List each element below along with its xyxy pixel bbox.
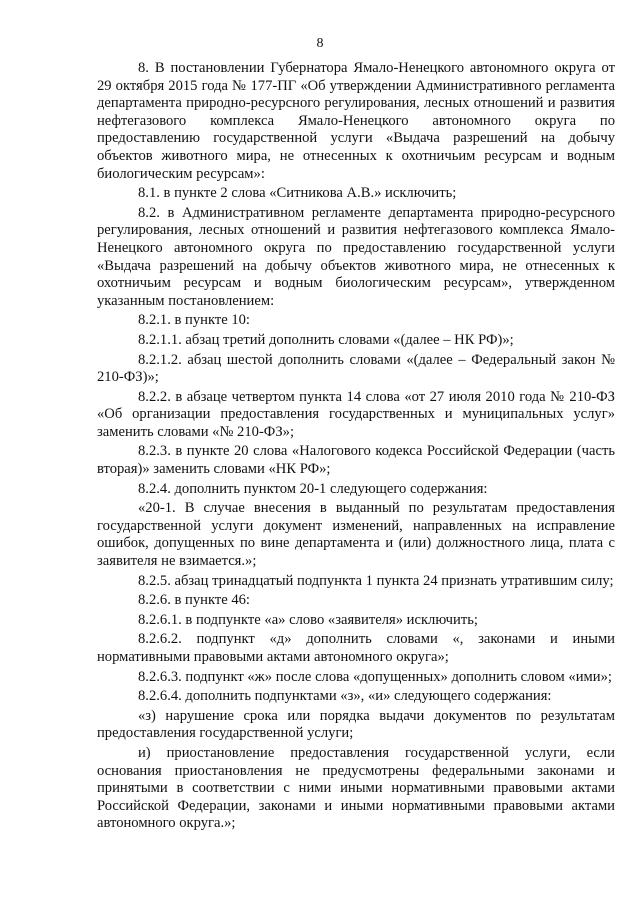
paragraph-8-2: 8.2. в Административном регламенте департамента природно-ресурсного регулирования, лесных отношений и развития нефтегазового комплекса Ямало-Ненецкого автономного округа по предоставлению государственной услуги «Выдача разрешений на добычу объектов животного мира, не отнесенных к охотничьим ресурсам и водным биологическим ресурсам», утвержденном указанным постановлением: <box>97 204 615 309</box>
paragraph-8-2-6-1: 8.2.6.1. в подпункте «а» слово «заявителя» исключить; <box>138 611 478 628</box>
paragraph-8-2-1: 8.2.1. в пункте 10: <box>138 312 250 329</box>
paragraph-8-2-6-2: 8.2.6.2. подпункт «д» дополнить словами «, законами и иными нормативными правовыми актами автономного округа»; <box>97 631 615 665</box>
paragraph-20-1: «20-1. В случае внесения в выданный по результатам предоставления государственной услуги документ изменений, направленных на исправление ошибок, допущенных по вине департамента и (или) должностного лица, плата с заявителя не взимается.»; <box>97 500 615 570</box>
paragraph-subitem-i: и) приостановление предоставления государственной услуги, если основания приостановления не предусмотрены федеральными законами и принятыми в соответствии с ними иными нормативными правовыми актами Российской Федерации, законами и иными нормативными правовыми актами автономного округа.»; <box>97 744 615 832</box>
paragraph-8: 8. В постановлении Губернатора Ямало-Ненецкого автономного округа от 29 октября 2015 года № 177-ПГ «Об утверждении Административного регламента департамента природно-ресурсного регулирования, лесных отношений и развития нефтегазового комплекса Ямало-Ненецкого автономного округа по предоставлению государственной услуги «Выдача разрешений на добычу объектов животного мира, не отнесенных к охотничьим ресурсам и водным биологическим ресурсам»: <box>97 60 615 182</box>
paragraph-8-2-6: 8.2.6. в пункте 46: <box>138 592 250 609</box>
paragraph-8-2-4: 8.2.4. дополнить пунктом 20-1 следующего содержания: <box>138 480 488 497</box>
paragraph-8-2-1-1: 8.2.1.1. абзац третий дополнить словами «(далее – НК РФ)»; <box>138 331 514 348</box>
page-number: 8 <box>316 36 324 51</box>
paragraph-8-1: 8.1. в пункте 2 слова «Ситникова А.В.» исключить; <box>138 185 457 202</box>
paragraph-8-2-2: 8.2.2. в абзаце четвертом пункта 14 слова «от 27 июля 2010 года № 210-ФЗ «Об организации предоставления государственных и муниципальных услуг» заменить словами «№ 210-ФЗ»; <box>97 388 615 440</box>
paragraph-8-2-5: 8.2.5. абзац тринадцатый подпункта 1 пункта 24 признать утратившим силу; <box>138 572 614 589</box>
paragraph-8-2-6-3: 8.2.6.3. подпункт «ж» после слова «допущенных» дополнить словом «ими»; <box>138 668 612 685</box>
document-body <box>97 60 615 835</box>
paragraph-8-2-6-4: 8.2.6.4. дополнить подпунктами «з», «и» следующего содержания: <box>138 688 552 705</box>
paragraph-8-2-3: 8.2.3. в пункте 20 слова «Налогового кодекса Российской Федерации (часть вторая)» заменить словами «НК РФ»; <box>97 443 615 478</box>
paragraph-8-2-1-2: 8.2.1.2. абзац шестой дополнить словами «(далее – Федеральный закон № 210-ФЗ)»; <box>97 351 615 386</box>
paragraph-subitem-z: «з) нарушение срока или порядка выдачи документов по результатам предоставления государственной услуги; <box>97 707 615 742</box>
